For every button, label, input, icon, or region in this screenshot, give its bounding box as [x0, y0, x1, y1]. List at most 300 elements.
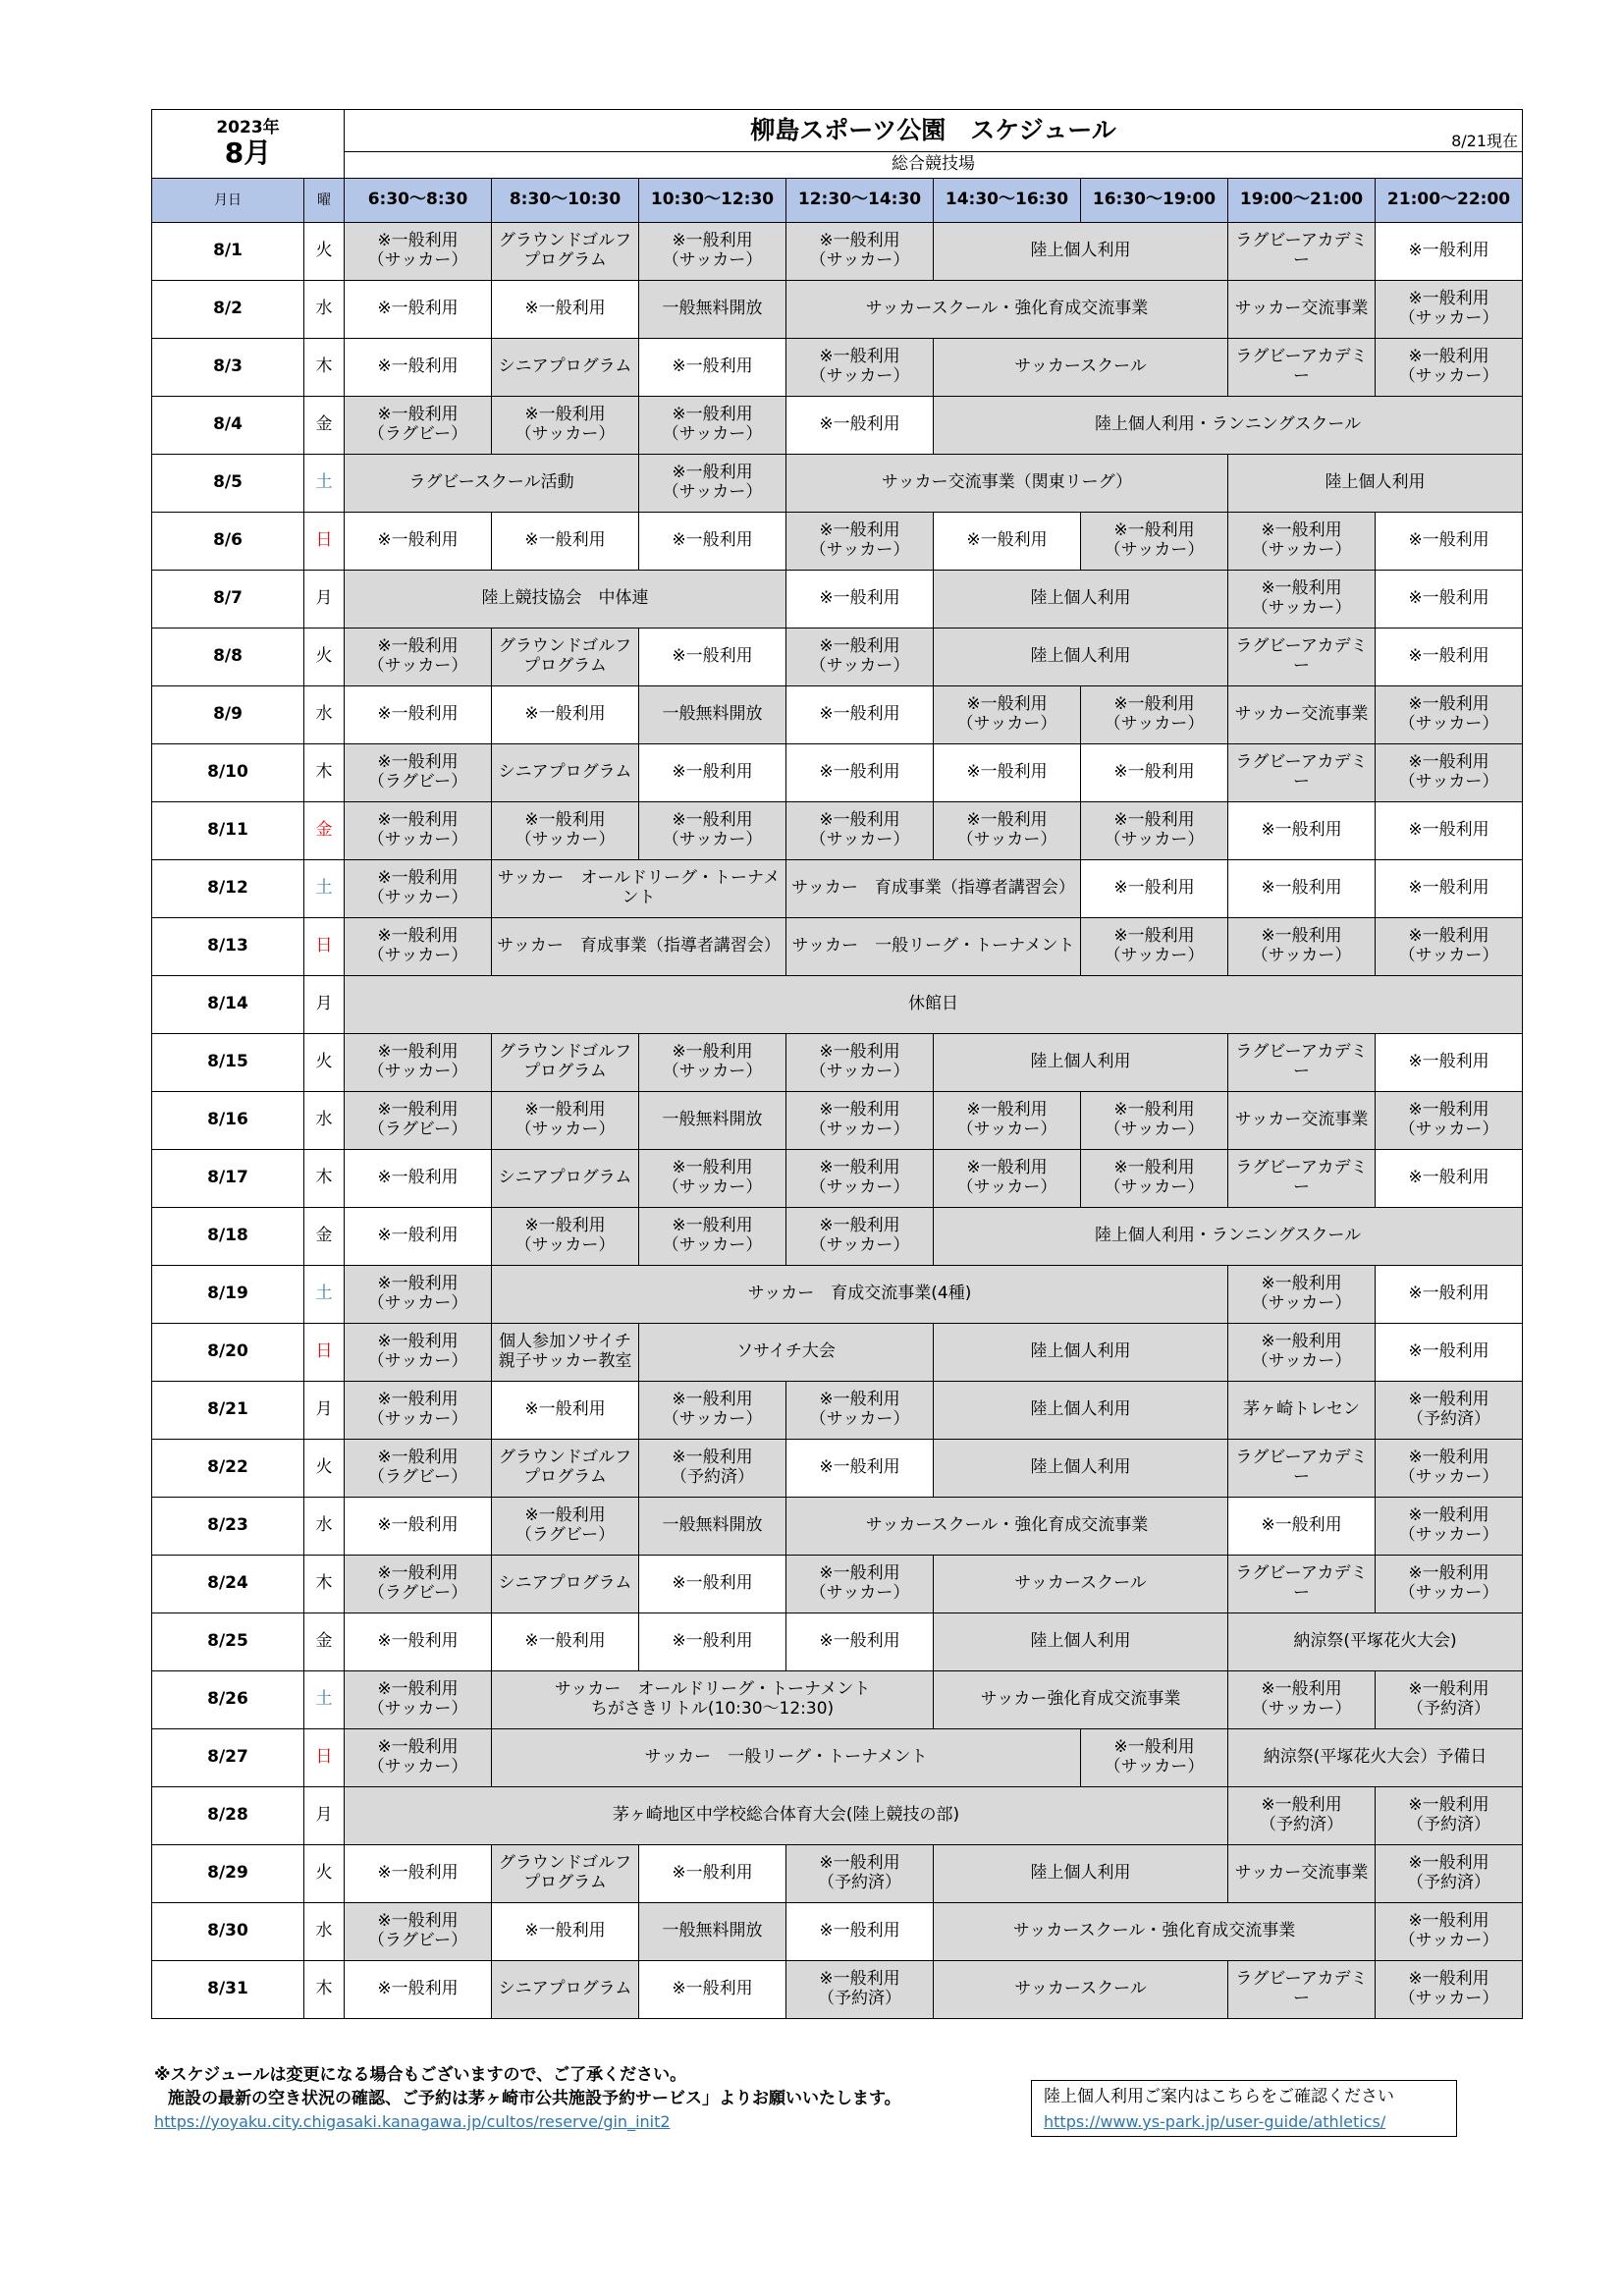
weekday-cell: 土	[304, 860, 345, 918]
date-cell: 8/22	[152, 1440, 304, 1498]
schedule-cell: ※一般利用	[1376, 1034, 1523, 1092]
schedule-cell: ※一般利用 （サッカー）	[1376, 1961, 1523, 2019]
schedule-cell: ※一般利用 （サッカー）	[1228, 571, 1376, 629]
date-cell: 8/21	[152, 1382, 304, 1440]
weekday-cell: 日	[304, 918, 345, 976]
schedule-cell: サッカースクール	[934, 339, 1228, 397]
schedule-cell: 一般無料開放	[639, 1092, 786, 1150]
schedule-cell: ※一般利用 （予約済）	[1376, 1787, 1523, 1845]
schedule-cell: ※一般利用 （サッカー）	[1081, 802, 1228, 860]
column-header-dow: 曜	[304, 179, 345, 223]
schedule-cell: ラグビーアカデミー	[1228, 744, 1376, 802]
schedule-cell: 休館日	[345, 976, 1523, 1034]
schedule-cell: ※一般利用 （サッカー）	[1376, 339, 1523, 397]
schedule-row	[152, 918, 1523, 976]
schedule-cell: ※一般利用	[1376, 513, 1523, 571]
schedule-cell: ※一般利用	[786, 1903, 934, 1961]
date-cell: 8/12	[152, 860, 304, 918]
date-cell: 8/10	[152, 744, 304, 802]
schedule-cell: ※一般利用 （予約済）	[639, 1440, 786, 1498]
date-cell: 8/11	[152, 802, 304, 860]
schedule-cell: 陸上個人利用・ランニングスクール	[934, 1208, 1523, 1266]
schedule-cell: ※一般利用	[786, 397, 934, 455]
weekday-cell: 火	[304, 1034, 345, 1092]
schedule-cell: ※一般利用 （予約済）	[1376, 1382, 1523, 1440]
schedule-cell: グラウンドゴルフ プログラム	[492, 1440, 639, 1498]
schedule-row	[152, 513, 1523, 571]
weekday-cell: 水	[304, 1903, 345, 1961]
schedule-cell: ※一般利用 （予約済）	[1376, 1845, 1523, 1903]
month-cell	[152, 110, 345, 179]
weekday-cell: 月	[304, 1787, 345, 1845]
schedule-cell: ※一般利用 （サッカー）	[786, 1034, 934, 1092]
schedule-cell: ※一般利用	[786, 571, 934, 629]
weekday-cell: 土	[304, 455, 345, 513]
column-header-slot: 16:30～19:00	[1081, 179, 1228, 223]
schedule-cell: ※一般利用	[492, 1903, 639, 1961]
schedule-row	[152, 339, 1523, 397]
schedule-cell: ※一般利用 （サッカー）	[639, 455, 786, 513]
weekday-cell: 土	[304, 1671, 345, 1729]
schedule-cell: ラグビーアカデミー	[1228, 339, 1376, 397]
weekday-cell: 木	[304, 1150, 345, 1208]
date-cell: 8/19	[152, 1266, 304, 1324]
schedule-cell: サッカースクール	[934, 1961, 1228, 2019]
schedule-cell: ※一般利用 （サッカー）	[639, 223, 786, 281]
schedule-cell: ソサイチ大会	[639, 1324, 934, 1382]
schedule-row	[152, 1845, 1523, 1903]
title-cell	[345, 110, 1523, 152]
schedule-cell: ※一般利用	[639, 1961, 786, 2019]
schedule-cell: ※一般利用	[492, 1613, 639, 1671]
schedule-cell: サッカー交流事業	[1228, 281, 1376, 339]
schedule-cell: ※一般利用	[1376, 223, 1523, 281]
schedule-cell: シニアプログラム	[492, 744, 639, 802]
schedule-row	[152, 1498, 1523, 1556]
schedule-cell: ※一般利用 （サッカー）	[345, 1671, 492, 1729]
schedule-row	[152, 686, 1523, 744]
schedule-cell: 陸上個人利用	[934, 1845, 1228, 1903]
schedule-cell: ※一般利用 （サッカー）	[492, 1208, 639, 1266]
schedule-cell: ※一般利用	[1228, 1498, 1376, 1556]
schedule-cell: ※一般利用 （ラグビー）	[492, 1498, 639, 1556]
date-cell: 8/31	[152, 1961, 304, 2019]
schedule-row	[152, 281, 1523, 339]
schedule-cell: サッカー強化育成交流事業	[934, 1671, 1228, 1729]
schedule-cell: シニアプログラム	[492, 1556, 639, 1613]
schedule-cell: ※一般利用 （ラグビー）	[345, 397, 492, 455]
schedule-table	[151, 109, 1523, 2019]
schedule-cell: 一般無料開放	[639, 686, 786, 744]
schedule-cell: サッカースクール・強化育成交流事業	[786, 281, 1228, 339]
schedule-cell: ※一般利用 （サッカー）	[786, 513, 934, 571]
schedule-cell: ※一般利用	[934, 513, 1081, 571]
schedule-cell: 陸上個人利用	[934, 571, 1228, 629]
schedule-cell: サッカー 育成交流事業(4種)	[492, 1266, 1228, 1324]
schedule-cell: ※一般利用	[345, 1613, 492, 1671]
weekday-cell: 火	[304, 1845, 345, 1903]
schedule-cell: ラグビースクール活動	[345, 455, 639, 513]
schedule-cell: ※一般利用	[1376, 1150, 1523, 1208]
schedule-cell: ※一般利用	[1228, 860, 1376, 918]
date-cell: 8/18	[152, 1208, 304, 1266]
schedule-cell: ※一般利用 （サッカー）	[1376, 744, 1523, 802]
schedule-cell: ※一般利用 （予約済）	[1376, 1671, 1523, 1729]
schedule-cell: 陸上個人利用	[1228, 455, 1523, 513]
schedule-cell: ※一般利用 （サッカー）	[639, 1382, 786, 1440]
as-of-date: 8/21現在	[1451, 131, 1519, 150]
schedule-row	[152, 860, 1523, 918]
schedule-cell: 茅ヶ崎地区中学校総合体育大会(陸上競技の部)	[345, 1787, 1228, 1845]
schedule-cell: グラウンドゴルフ プログラム	[492, 1034, 639, 1092]
weekday-cell: 水	[304, 1498, 345, 1556]
schedule-cell: 陸上個人利用	[934, 1440, 1228, 1498]
schedule-cell: ※一般利用	[1081, 744, 1228, 802]
notice-line-1: ※スケジュールは変更になる場合もございますので、ご了承ください。	[154, 2065, 687, 2085]
weekday-cell: 月	[304, 571, 345, 629]
schedule-cell: ※一般利用 （サッカー）	[639, 802, 786, 860]
schedule-cell: サッカー オールドリーグ・トーナメント	[492, 860, 786, 918]
schedule-cell: ※一般利用	[492, 686, 639, 744]
schedule-cell: ※一般利用	[1376, 802, 1523, 860]
schedule-cell: ※一般利用	[786, 1440, 934, 1498]
date-cell: 8/9	[152, 686, 304, 744]
weekday-cell: 火	[304, 1440, 345, 1498]
schedule-cell: ※一般利用 （サッカー）	[934, 802, 1081, 860]
schedule-cell: ※一般利用	[786, 744, 934, 802]
schedule-cell: ※一般利用 （サッカー）	[345, 223, 492, 281]
date-cell: 8/1	[152, 223, 304, 281]
schedule-cell: ※一般利用 （サッカー）	[639, 1034, 786, 1092]
schedule-cell: シニアプログラム	[492, 1961, 639, 2019]
column-header-slot: 21:00～22:00	[1376, 179, 1523, 223]
schedule-row	[152, 1903, 1523, 1961]
weekday-cell: 金	[304, 397, 345, 455]
schedule-cell: ※一般利用	[345, 281, 492, 339]
schedule-cell: ※一般利用	[1081, 860, 1228, 918]
schedule-row	[152, 1787, 1523, 1845]
weekday-cell: 金	[304, 1613, 345, 1671]
schedule-row	[152, 223, 1523, 281]
weekday-cell: 木	[304, 1556, 345, 1613]
schedule-row	[152, 397, 1523, 455]
weekday-cell: 月	[304, 976, 345, 1034]
schedule-cell: ※一般利用 （サッカー）	[1228, 513, 1376, 571]
schedule-cell: 茅ヶ崎トレセン	[1228, 1382, 1376, 1440]
column-header-slot: 8:30～10:30	[492, 179, 639, 223]
schedule-cell: ※一般利用	[1376, 629, 1523, 686]
date-cell: 8/2	[152, 281, 304, 339]
weekday-cell: 金	[304, 1208, 345, 1266]
date-cell: 8/6	[152, 513, 304, 571]
weekday-cell: 火	[304, 223, 345, 281]
column-header-slot: 12:30～14:30	[786, 179, 934, 223]
schedule-cell: ※一般利用	[345, 1498, 492, 1556]
schedule-cell: ※一般利用 （サッカー）	[786, 339, 934, 397]
schedule-row	[152, 1556, 1523, 1613]
schedule-sheet	[151, 109, 1523, 2019]
date-cell: 8/16	[152, 1092, 304, 1150]
schedule-cell: ※一般利用 （サッカー）	[1228, 1266, 1376, 1324]
schedule-cell: サッカー交流事業（関東リーグ）	[786, 455, 1228, 513]
schedule-cell: 陸上個人利用	[934, 1324, 1228, 1382]
schedule-cell: ※一般利用 （サッカー）	[786, 1382, 934, 1440]
schedule-cell: ※一般利用 （ラグビー）	[345, 1440, 492, 1498]
date-cell: 8/7	[152, 571, 304, 629]
schedule-cell: ※一般利用 （サッカー）	[492, 802, 639, 860]
weekday-cell: 金	[304, 802, 345, 860]
athletics-guide-link[interactable]: https://www.ys-park.jp/user-guide/athletics/	[1044, 2112, 1386, 2131]
schedule-cell: ※一般利用 （サッカー）	[1081, 686, 1228, 744]
schedule-cell: ラグビーアカデミー	[1228, 1961, 1376, 2019]
schedule-cell: サッカースクール・強化育成交流事業	[786, 1498, 1228, 1556]
schedule-cell: ※一般利用 （サッカー）	[1081, 1092, 1228, 1150]
schedule-cell: サッカースクール・強化育成交流事業	[934, 1903, 1376, 1961]
schedule-cell: ※一般利用 （サッカー）	[934, 686, 1081, 744]
schedule-cell: 一般無料開放	[639, 1498, 786, 1556]
weekday-cell: 日	[304, 1324, 345, 1382]
schedule-cell: ※一般利用 （サッカー）	[1376, 918, 1523, 976]
schedule-cell: 陸上個人利用	[934, 1613, 1228, 1671]
schedule-row	[152, 802, 1523, 860]
athletics-info-box	[1031, 2080, 1457, 2137]
schedule-cell: ※一般利用	[639, 1613, 786, 1671]
schedule-cell: 納涼祭(平塚花火大会)	[1228, 1613, 1523, 1671]
schedule-cell: ※一般利用 （サッカー）	[1081, 1150, 1228, 1208]
schedule-cell: ラグビーアカデミー	[1228, 1440, 1376, 1498]
schedule-cell: 陸上個人利用	[934, 1034, 1228, 1092]
column-header-date: 月日	[152, 179, 304, 223]
schedule-cell: ※一般利用 （サッカー）	[1081, 513, 1228, 571]
schedule-cell: ※一般利用 （サッカー）	[492, 1092, 639, 1150]
date-cell: 8/25	[152, 1613, 304, 1671]
schedule-cell: グラウンドゴルフ プログラム	[492, 1845, 639, 1903]
schedule-cell: ※一般利用 （サッカー）	[345, 1729, 492, 1787]
schedule-cell: サッカースクール	[934, 1556, 1228, 1613]
schedule-row	[152, 1208, 1523, 1266]
schedule-cell: ※一般利用 （サッカー）	[1376, 1092, 1523, 1150]
schedule-row	[152, 744, 1523, 802]
date-cell: 8/3	[152, 339, 304, 397]
date-cell: 8/24	[152, 1556, 304, 1613]
schedule-cell: ※一般利用 （予約済）	[786, 1845, 934, 1903]
date-cell: 8/28	[152, 1787, 304, 1845]
schedule-cell: ラグビーアカデミー	[1228, 1556, 1376, 1613]
schedule-cell: 一般無料開放	[639, 281, 786, 339]
schedule-cell: ※一般利用	[492, 281, 639, 339]
date-cell: 8/14	[152, 976, 304, 1034]
schedule-row	[152, 1729, 1523, 1787]
schedule-cell: ※一般利用 （ラグビー）	[345, 744, 492, 802]
schedule-cell: ※一般利用 （サッカー）	[934, 1150, 1081, 1208]
schedule-cell: 陸上個人利用	[934, 629, 1228, 686]
schedule-row	[152, 1324, 1523, 1382]
schedule-cell: 陸上個人利用	[934, 1382, 1228, 1440]
schedule-cell: ※一般利用 （サッカー）	[345, 1324, 492, 1382]
schedule-cell: ラグビーアカデミー	[1228, 1034, 1376, 1092]
schedule-cell: サッカー 一般リーグ・トーナメント	[492, 1729, 1081, 1787]
schedule-cell: ※一般利用	[786, 1613, 934, 1671]
schedule-row	[152, 1613, 1523, 1671]
schedule-cell: ※一般利用 （サッカー）	[786, 1150, 934, 1208]
schedule-cell: ※一般利用 （サッカー）	[1376, 281, 1523, 339]
schedule-cell: ※一般利用 （サッカー）	[1228, 918, 1376, 976]
notice-line-2: 施設の最新の空き状況の確認、ご予約は茅ヶ崎市公共施設予約サービス」よりお願いいたします。	[168, 2089, 901, 2108]
schedule-cell: ※一般利用	[345, 513, 492, 571]
schedule-cell: シニアプログラム	[492, 339, 639, 397]
schedule-cell: 陸上競技協会 中体連	[345, 571, 786, 629]
schedule-cell: ※一般利用 （サッカー）	[1228, 1671, 1376, 1729]
schedule-cell: ※一般利用 （ラグビー）	[345, 1556, 492, 1613]
schedule-row	[152, 1092, 1523, 1150]
date-cell: 8/17	[152, 1150, 304, 1208]
schedule-cell: ※一般利用	[492, 1382, 639, 1440]
venue-label: 総合競技場	[345, 152, 1523, 179]
schedule-row	[152, 1671, 1523, 1729]
schedule-cell: ※一般利用	[345, 1961, 492, 2019]
schedule-cell: ※一般利用	[345, 686, 492, 744]
month-label: 8月	[224, 137, 272, 170]
schedule-cell: 個人参加ソサイチ 親子サッカー教室	[492, 1324, 639, 1382]
schedule-row	[152, 1961, 1523, 2019]
schedule-cell: ※一般利用 （サッカー）	[786, 1092, 934, 1150]
year-label: 2023年	[216, 117, 280, 137]
schedule-cell: ※一般利用 （サッカー）	[1376, 1498, 1523, 1556]
schedule-cell: ※一般利用 （サッカー）	[345, 1382, 492, 1440]
schedule-cell: ※一般利用 （サッカー）	[639, 397, 786, 455]
date-cell: 8/20	[152, 1324, 304, 1382]
schedule-cell: ※一般利用	[345, 1150, 492, 1208]
date-cell: 8/15	[152, 1034, 304, 1092]
schedule-cell: サッカー交流事業	[1228, 1845, 1376, 1903]
schedule-cell: ※一般利用 （サッカー）	[786, 1556, 934, 1613]
schedule-cell: サッカー 一般リーグ・トーナメント	[786, 918, 1081, 976]
weekday-cell: 月	[304, 1382, 345, 1440]
date-cell: 8/29	[152, 1845, 304, 1903]
schedule-row	[152, 1150, 1523, 1208]
schedule-cell: ※一般利用 （サッカー）	[345, 860, 492, 918]
schedule-cell: 陸上個人利用・ランニングスクール	[934, 397, 1523, 455]
schedule-cell: ラグビーアカデミー	[1228, 1150, 1376, 1208]
schedule-cell: ※一般利用 （サッカー）	[345, 802, 492, 860]
weekday-cell: 水	[304, 686, 345, 744]
date-cell: 8/30	[152, 1903, 304, 1961]
schedule-cell: ※一般利用	[1376, 1266, 1523, 1324]
schedule-cell: ※一般利用	[934, 744, 1081, 802]
schedule-cell: ※一般利用 （ラグビー）	[345, 1903, 492, 1961]
schedule-cell: グラウンドゴルフ プログラム	[492, 629, 639, 686]
weekday-cell: 水	[304, 1092, 345, 1150]
date-cell: 8/27	[152, 1729, 304, 1787]
schedule-cell: 陸上個人利用	[934, 223, 1228, 281]
date-cell: 8/8	[152, 629, 304, 686]
schedule-cell: 納涼祭(平塚花火大会）予備日	[1228, 1729, 1523, 1787]
schedule-cell: ※一般利用 （サッカー）	[1081, 918, 1228, 976]
weekday-cell: 火	[304, 629, 345, 686]
schedule-cell: ※一般利用 （サッカー）	[786, 1208, 934, 1266]
weekday-cell: 木	[304, 339, 345, 397]
schedule-cell: ※一般利用 （サッカー）	[934, 1092, 1081, 1150]
schedule-cell: ※一般利用	[1228, 802, 1376, 860]
schedule-cell: ※一般利用 （サッカー）	[345, 629, 492, 686]
schedule-cell: ラグビーアカデミー	[1228, 629, 1376, 686]
schedule-row	[152, 571, 1523, 629]
reservation-link[interactable]: https://yoyaku.city.chigasaki.kanagawa.jp/cultos/reserve/gin_init2	[154, 2112, 671, 2131]
schedule-cell: ※一般利用 （サッカー）	[639, 1150, 786, 1208]
schedule-cell: ※一般利用	[639, 1556, 786, 1613]
schedule-row	[152, 1382, 1523, 1440]
schedule-row	[152, 976, 1523, 1034]
schedule-cell: ※一般利用 （サッカー）	[1376, 1440, 1523, 1498]
schedule-cell: ※一般利用 （サッカー）	[639, 1208, 786, 1266]
schedule-row	[152, 1440, 1523, 1498]
schedule-cell: ※一般利用	[639, 513, 786, 571]
schedule-cell: ※一般利用 （サッカー）	[1081, 1729, 1228, 1787]
weekday-cell: 土	[304, 1266, 345, 1324]
weekday-cell: 日	[304, 1729, 345, 1787]
weekday-cell: 木	[304, 744, 345, 802]
schedule-cell: ※一般利用 （サッカー）	[492, 397, 639, 455]
column-header-slot: 19:00～21:00	[1228, 179, 1376, 223]
column-header-row	[152, 179, 1523, 223]
info-box-text: 陸上個人利用ご案内はこちらをご確認ください	[1044, 2087, 1394, 2106]
schedule-cell: ※一般利用 （サッカー）	[345, 918, 492, 976]
schedule-cell: ※一般利用 （サッカー）	[1376, 686, 1523, 744]
schedule-cell: ※一般利用 （サッカー）	[345, 1266, 492, 1324]
schedule-row	[152, 1034, 1523, 1092]
schedule-cell: ※一般利用	[1376, 1324, 1523, 1382]
date-cell: 8/5	[152, 455, 304, 513]
schedule-cell: サッカー 育成事業（指導者講習会）	[786, 860, 1081, 918]
schedule-cell: ※一般利用	[1376, 571, 1523, 629]
schedule-cell: ※一般利用	[1376, 860, 1523, 918]
schedule-cell: サッカー オールドリーグ・トーナメント ちがさきリトル(10:30～12:30)	[492, 1671, 934, 1729]
schedule-cell: ※一般利用	[492, 513, 639, 571]
schedule-row	[152, 629, 1523, 686]
weekday-cell: 木	[304, 1961, 345, 2019]
schedule-cell: ※一般利用	[639, 629, 786, 686]
schedule-cell: ※一般利用 （サッカー）	[1376, 1903, 1523, 1961]
date-cell: 8/13	[152, 918, 304, 976]
schedule-cell: ※一般利用 （ラグビー）	[345, 1092, 492, 1150]
column-header-slot: 10:30～12:30	[639, 179, 786, 223]
schedule-cell: サッカー交流事業	[1228, 686, 1376, 744]
schedule-cell: ラグビーアカデミー	[1228, 223, 1376, 281]
schedule-cell: ※一般利用 （サッカー）	[786, 223, 934, 281]
schedule-cell: ※一般利用 （予約済）	[1228, 1787, 1376, 1845]
date-cell: 8/23	[152, 1498, 304, 1556]
schedule-cell: ※一般利用 （サッカー）	[786, 802, 934, 860]
schedule-cell: ※一般利用 （サッカー）	[786, 629, 934, 686]
footer-notes	[154, 2063, 1038, 2134]
schedule-cell: ※一般利用	[345, 1845, 492, 1903]
date-cell: 8/26	[152, 1671, 304, 1729]
schedule-cell: ※一般利用	[345, 1208, 492, 1266]
schedule-cell: ※一般利用 （サッカー）	[1376, 1556, 1523, 1613]
schedule-cell: ※一般利用	[639, 339, 786, 397]
date-cell: 8/4	[152, 397, 304, 455]
schedule-cell: 一般無料開放	[639, 1903, 786, 1961]
column-header-slot: 14:30～16:30	[934, 179, 1081, 223]
schedule-cell: シニアプログラム	[492, 1150, 639, 1208]
schedule-row	[152, 1266, 1523, 1324]
schedule-cell: ※一般利用 （サッカー）	[1228, 1324, 1376, 1382]
schedule-cell: ※一般利用 （予約済）	[786, 1961, 934, 2019]
column-header-slot: 6:30～8:30	[345, 179, 492, 223]
weekday-cell: 水	[304, 281, 345, 339]
schedule-cell: サッカー 育成事業（指導者講習会）	[492, 918, 786, 976]
page-title: 柳島スポーツ公園 スケジュール	[750, 115, 1116, 144]
